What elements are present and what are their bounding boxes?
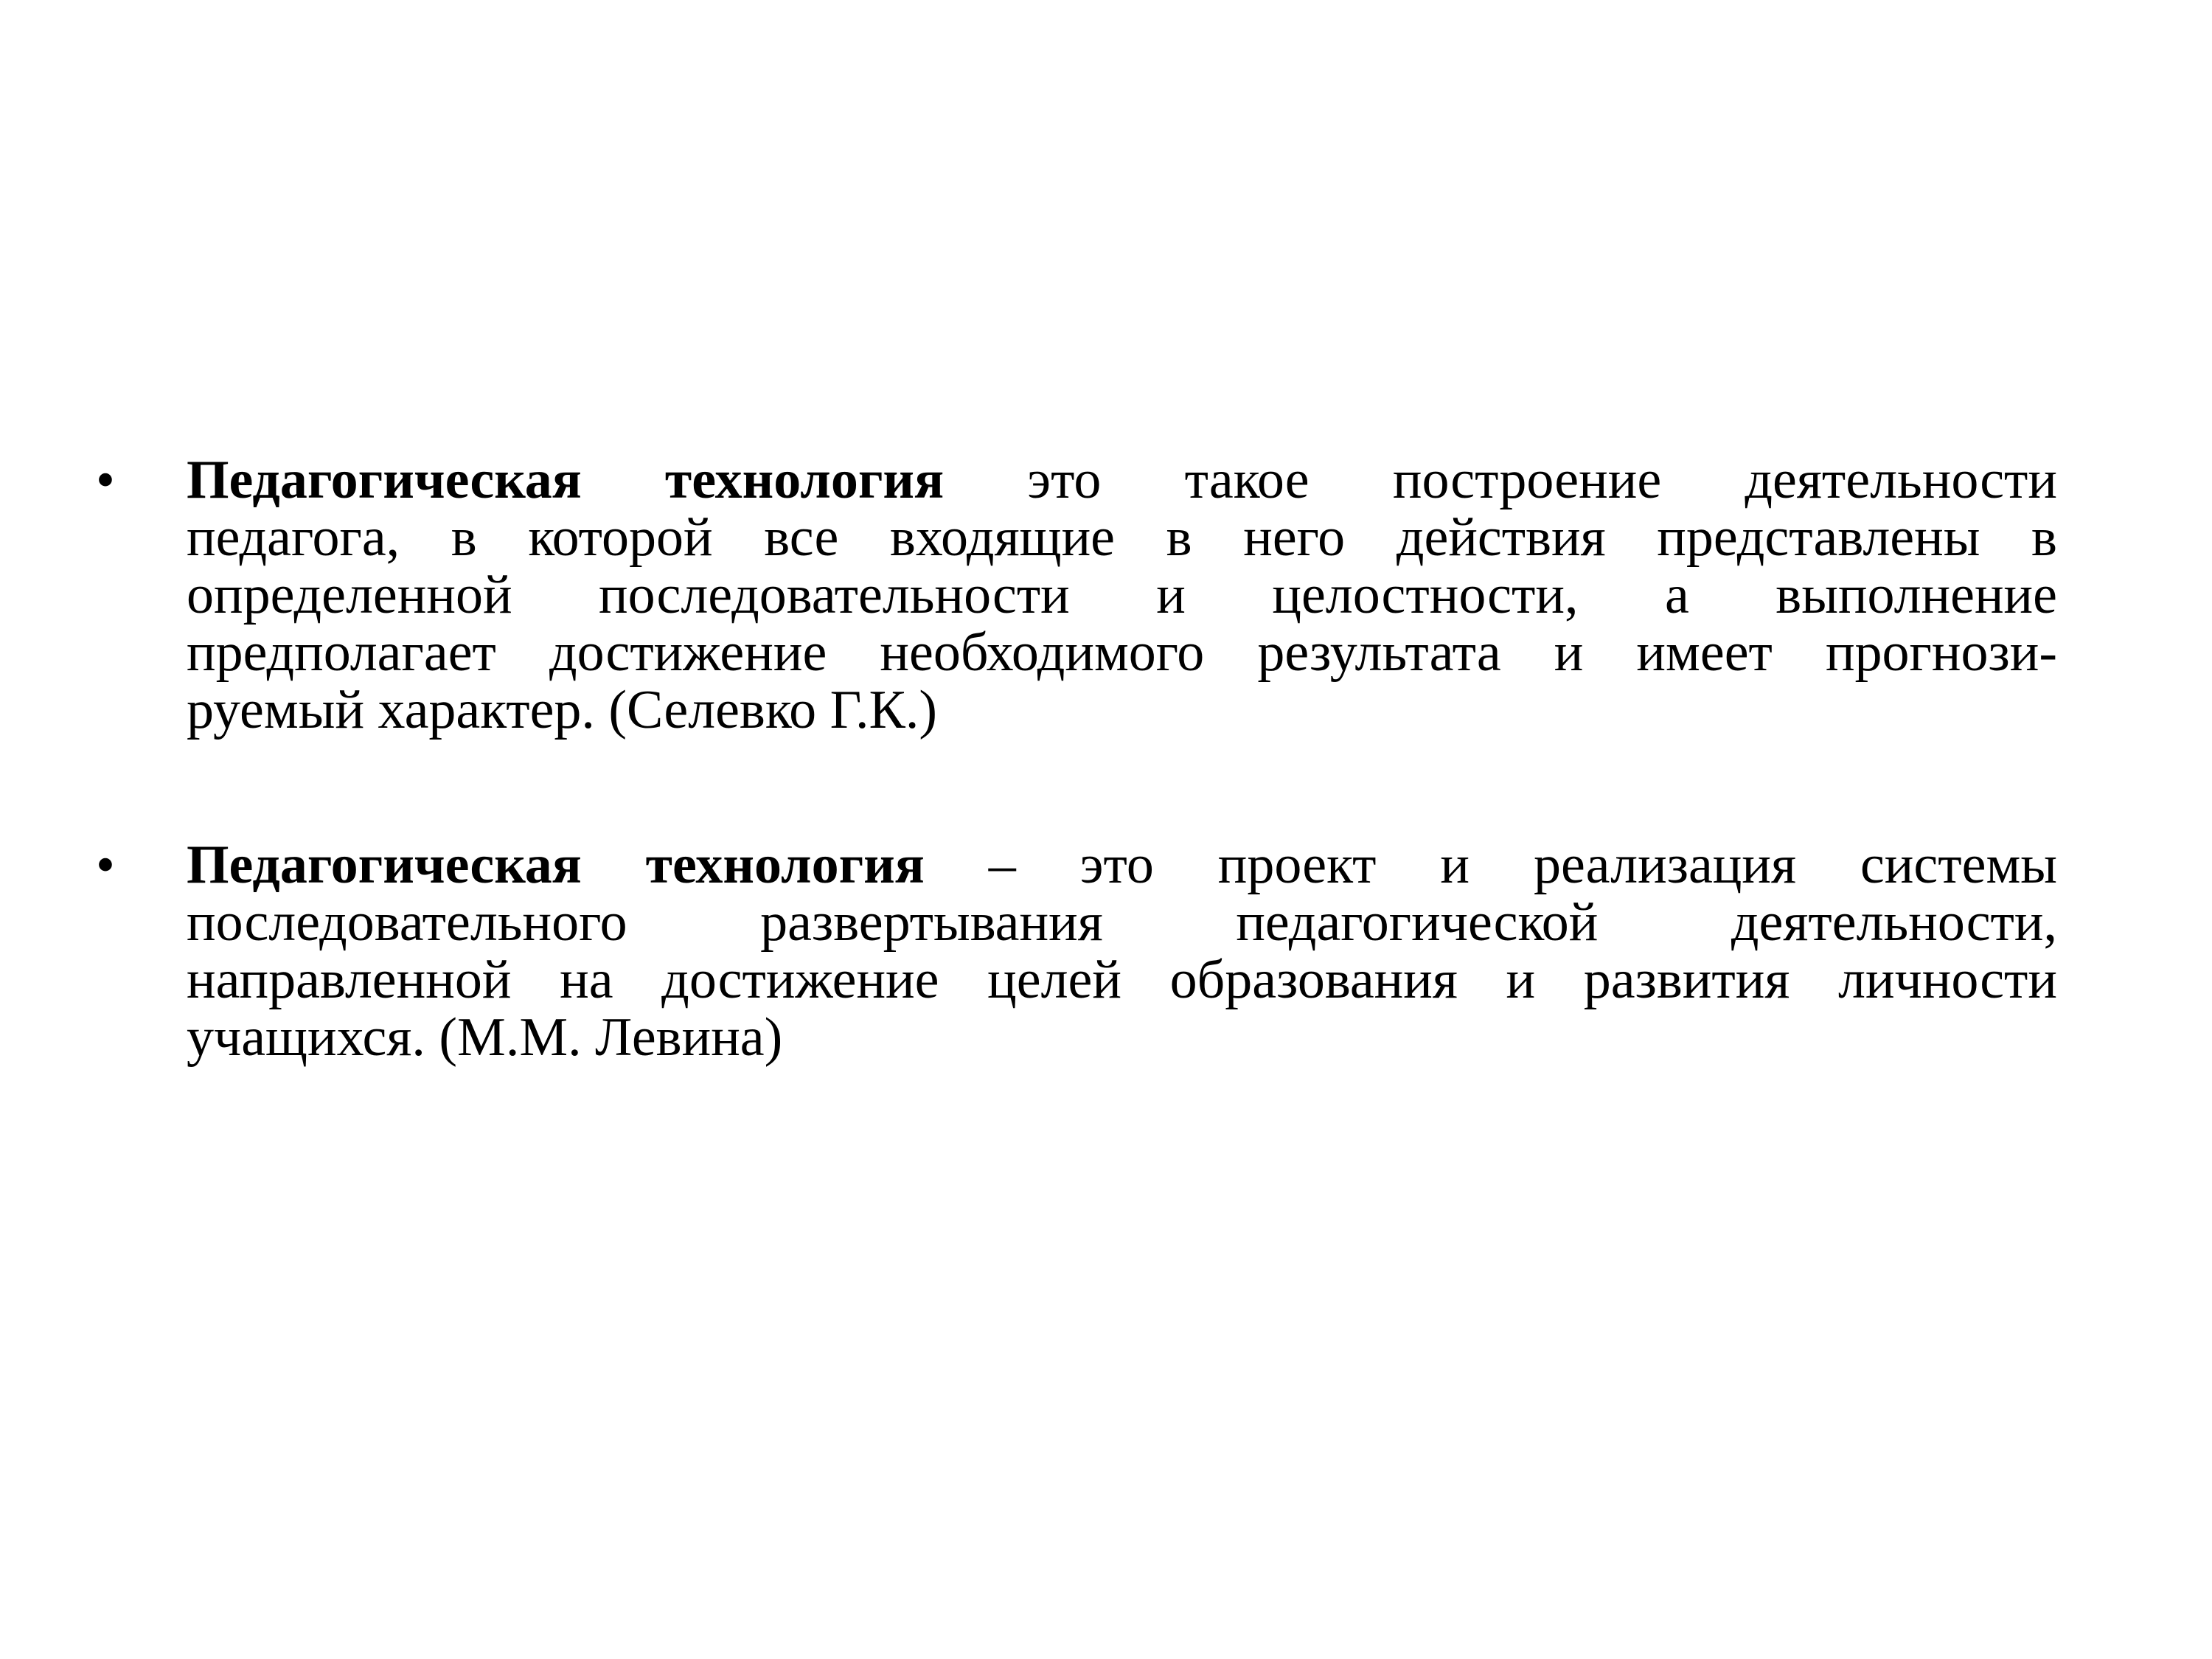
- definition-line: [187, 451, 2057, 509]
- defined-term: Педагогическая технология: [187, 835, 925, 895]
- definition-line: последовательного развертывания педагогической деятельности,: [187, 892, 2057, 953]
- definition-item-levina: [96, 836, 2057, 1066]
- defined-term: Педагогическая технология: [187, 450, 945, 510]
- definition-line: предполагает достижение необходимого результата и имеет прогнози-: [187, 622, 2057, 683]
- definition-line: учащихся. (М.М. Левина): [187, 1007, 783, 1068]
- definition-text: – это проект и реализация системы: [924, 835, 2057, 895]
- definition-item-selevko: [96, 451, 2057, 739]
- bullet-icon: •: [96, 835, 115, 895]
- definition-line: определенной последовательности и целостности, а выполнение: [187, 565, 2057, 625]
- definition-line: педагога, в которой все входящие в него действия представлены в: [187, 507, 2057, 568]
- definition-line: [187, 836, 2057, 894]
- bullet-icon: •: [96, 450, 115, 510]
- definition-line: направленной на достижение целей образования и развития личности: [187, 950, 2057, 1010]
- definition-list: [96, 451, 2057, 1066]
- definition-line: руемый характер. (Селевко Г.К.): [187, 680, 938, 740]
- definition-text: это такое построение деятельности: [944, 450, 2057, 510]
